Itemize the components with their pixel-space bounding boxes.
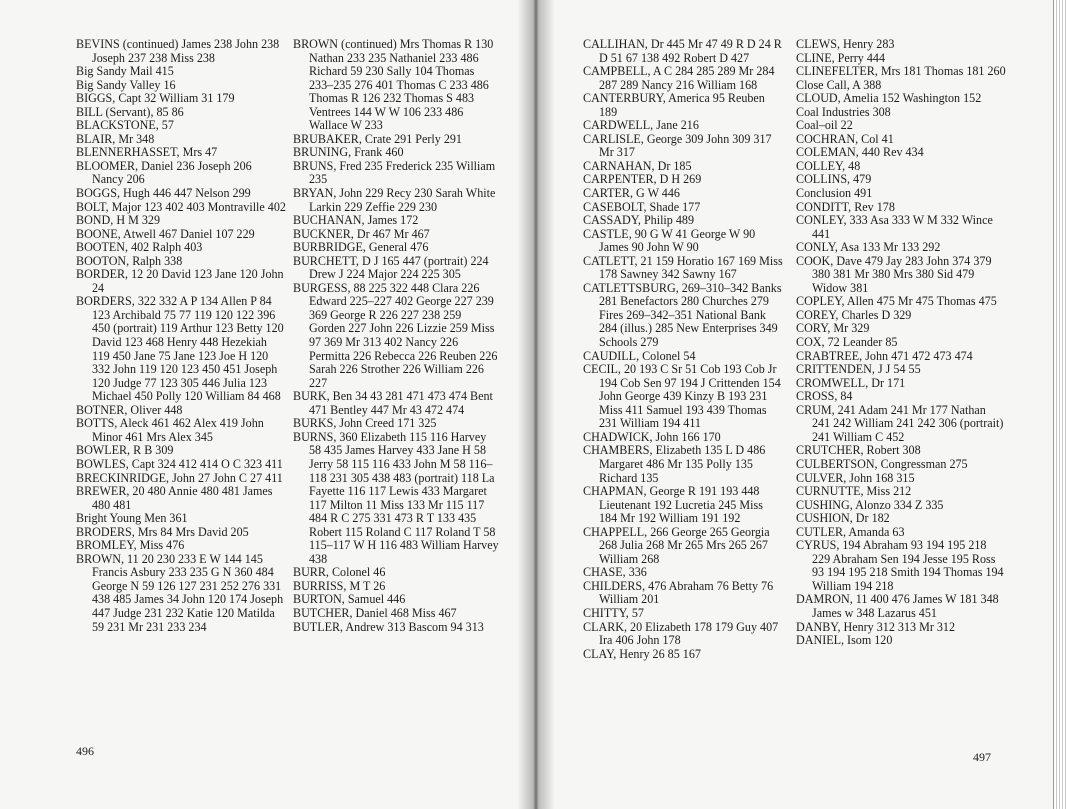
index-entry: BURTON, Samuel 446 — [293, 592, 406, 607]
index-entry: Bright Young Men 361 — [76, 511, 188, 526]
index-entry: CRABTREE, John 471 472 473 474 — [796, 348, 973, 363]
index-entry: CATLETTSBURG, 269–310–342 Banks 281 Benefactors 280 Churches 279 Fires 269–342–351 National Bank 284 (illus.) 285 New Enterprises 349 Schools 279 — [583, 280, 782, 350]
index-entry: CUSHING, Alonzo 334 Z 335 — [796, 497, 944, 512]
index-entry: CLOUD, Amelia 152 Washington 152 — [796, 91, 982, 106]
index-entry: BIGGS, Capt 32 William 31 179 — [76, 91, 235, 106]
index-entry: BURBRIDGE, General 476 — [293, 240, 429, 255]
index-entry: BEVINS (continued) James 238 John 238 Joseph 237 238 Miss 238 — [76, 37, 280, 65]
index-entry: CHAPMAN, George R 191 193 448 Lieutenant 192 Lucretia 245 Miss 184 Mr 192 William 191 192 — [583, 484, 763, 526]
index-entry: CHADWICK, John 166 170 — [583, 429, 721, 444]
index-entry: CARTER, G W 446 — [583, 186, 680, 201]
index-entry: BROMLEY, Miss 476 — [76, 538, 185, 553]
index-column-1 — [76, 38, 286, 634]
index-entry: BURRISS, M T 26 — [293, 578, 386, 593]
index-entry: CULVER, John 168 315 — [796, 470, 915, 485]
index-entry: CARNAHAN, Dr 185 — [583, 158, 692, 173]
index-entry: CYRUS, 194 Abraham 93 194 195 218 229 Abraham Sen 194 Jesse 195 Ross 93 194 195 218 Smith 194 Thomas 194 William 194 218 — [796, 538, 1004, 593]
index-entry: BURCHETT, D J 165 447 (portrait) 224 Drew J 224 Major 224 225 305 — [293, 253, 489, 282]
page-number-right: 497 — [973, 750, 991, 764]
index-entry: BLACKSTONE, 57 — [76, 118, 174, 133]
index-entry: CLAY, Henry 26 85 167 — [583, 646, 701, 661]
index-entry: BORDER, 12 20 David 123 Jane 120 John 24 — [76, 267, 284, 295]
index-entry: BILL (Servant), 85 86 — [76, 104, 184, 119]
left-page — [0, 0, 530, 809]
index-entry: CONLY, Asa 133 Mr 133 292 — [796, 240, 941, 255]
index-entry: CULBERTSON, Congressman 275 — [796, 456, 968, 471]
index-entry: Coal–oil 22 — [796, 118, 853, 133]
index-entry: CHITTY, 57 — [583, 605, 644, 620]
index-entry: Close Call, A 388 — [796, 77, 882, 92]
index-entry: BOOTEN, 402 Ralph 403 — [76, 240, 203, 255]
index-entry: BORDERS, 322 332 A P 134 Allen P 84 123 Archibald 75 77 119 120 122 396 450 (portrait) 119 Arthur 123 Betty 120 David 123 468 Henry 448 Hezekiah 119 450 Jane 75 Jane 123 Joe H 120 332 John 119 120 123 450 451 Joseph 120 Judge 77 123 305 446 Julia 123 Michael 450 Polly 120 William 84 468 — [76, 294, 284, 404]
index-entry: BROWN (continued) Mrs Thomas R 130 Nathan 233 235 Nathaniel 233 486 Richard 59 230 Sally 104 Thomas 233–235 276 401 Thomas C 233 486 Thomas R 126 232 Thomas S 483 Ventrees 144 W W 106 233 486 Wallace W 233 — [293, 37, 494, 133]
index-entry: CASSADY, Philip 489 — [583, 213, 695, 228]
index-column-3 — [583, 38, 783, 661]
index-entry: CROSS, 84 — [796, 389, 853, 404]
index-entry: CECIL, 20 193 C Sr 51 Cob 193 Cob Jr 194 Cob Sen 97 194 J Crittenden 154 John George 439 Kinzy B 193 231 Miss 411 Samuel 193 439 Thomas 231 William 194 411 — [583, 362, 781, 431]
index-entry: CASTLE, 90 G W 41 George W 90 James 90 John W 90 — [583, 226, 756, 255]
index-entry: CAUDILL, Colonel 54 — [583, 348, 696, 363]
index-entry: BRUBAKER, Crate 291 Perly 291 — [293, 131, 462, 146]
index-entry: BUTLER, Andrew 313 Bascom 94 313 — [293, 619, 484, 634]
index-entry: CARLISLE, George 309 John 309 317 Mr 317 — [583, 131, 772, 160]
index-entry: BURKS, John Creed 171 325 — [293, 416, 437, 431]
index-entry: BOGGS, Hugh 446 447 Nelson 299 — [76, 186, 251, 201]
index-entry: BRYAN, John 229 Recy 230 Sarah White Larkin 229 Zeffie 229 230 — [293, 186, 496, 214]
index-entry: CLEWS, Henry 283 — [796, 37, 895, 51]
index-entry: CLARK, 20 Elizabeth 178 179 Guy 407 Ira 406 John 178 — [583, 619, 779, 648]
index-entry: CATLETT, 21 159 Horatio 167 169 Miss 178 Sawney 342 Sawny 167 — [583, 253, 783, 282]
index-entry: CANTERBURY, America 95 Reuben 189 — [583, 91, 765, 119]
index-entry: CHAPPELL, 266 George 265 Georgia 268 Julia 268 Mr 265 Mrs 265 267 William 268 — [583, 524, 770, 566]
index-entry: BROWN, 11 20 230 233 E W 144 145 Francis Asbury 233 235 G N 360 484 George N 59 126 127 231 252 276 331 438 485 James 34 John 120 174 Joseph 447 Judge 231 232 Katie 120 Matilda 59 231 Mr 231 233 234 — [76, 551, 284, 634]
index-entry: CRITTENDEN, J J 54 55 — [796, 362, 921, 377]
index-column-4 — [796, 38, 1006, 648]
index-entry: BUCHANAN, James 172 — [293, 213, 419, 228]
index-entry: CONDITT, Rev 178 — [796, 199, 895, 214]
index-entry: BRUNING, Frank 460 — [293, 145, 404, 160]
index-entry: BREWER, 20 480 Annie 480 481 James 480 481 — [76, 484, 273, 512]
index-entry: CLINE, Perry 444 — [796, 50, 886, 65]
index-entry: CRUTCHER, Robert 308 — [796, 443, 921, 458]
index-entry: COPLEY, Allen 475 Mr 475 Thomas 475 — [796, 294, 997, 309]
index-entry: DANBY, Henry 312 313 Mr 312 — [796, 619, 956, 634]
index-entry: Coal Industries 308 — [796, 104, 891, 119]
index-entry: BRODERS, Mrs 84 Mrs David 205 — [76, 524, 249, 539]
index-entry: COLLINS, 479 — [796, 172, 872, 187]
index-entry: Conclusion 491 — [796, 186, 873, 201]
index-entry: CHAMBERS, Elizabeth 135 L D 486 Margaret 486 Mr 135 Polly 135 Richard 135 — [583, 443, 766, 485]
page-edges — [1053, 0, 1068, 809]
index-entry: BURK, Ben 34 43 281 471 473 474 Bent 471 Bentley 447 Mr 43 472 474 — [293, 389, 493, 417]
index-entry: CARDWELL, Jane 216 — [583, 118, 699, 133]
book-gutter — [518, 0, 554, 809]
index-entry: COLLEY, 48 — [796, 158, 861, 173]
index-entry: COCHRAN, Col 41 — [796, 131, 894, 146]
index-entry: BOWLER, R B 309 — [76, 443, 174, 458]
index-entry: Big Sandy Mail 415 — [76, 64, 174, 79]
index-entry: BOTTS, Aleck 461 462 Alex 419 John Minor 461 Mrs Alex 345 — [76, 416, 264, 444]
index-entry: BOLT, Major 123 402 403 Montraville 402 — [76, 199, 286, 214]
index-column-2 — [293, 38, 499, 634]
index-entry: CLINEFELTER, Mrs 181 Thomas 181 260 — [796, 64, 1006, 79]
index-entry: CHILDERS, 476 Abraham 76 Betty 76 William 201 — [583, 578, 774, 607]
index-entry: CUSHION, Dr 182 — [796, 511, 890, 526]
index-entry: COOK, Dave 479 Jay 283 John 374 379 380 381 Mr 380 Mrs 380 Sid 479 Widow 381 — [796, 253, 992, 295]
index-entry: CHASE, 336 — [583, 565, 647, 580]
index-entry: CASEBOLT, Shade 177 — [583, 199, 701, 214]
index-entry: COLEMAN, 440 Rev 434 — [796, 145, 924, 160]
index-entry: BURR, Colonel 46 — [293, 565, 386, 580]
index-entry: BOND, H M 329 — [76, 213, 160, 228]
index-entry: BOWLES, Capt 324 412 414 O C 323 411 — [76, 456, 283, 471]
index-entry: CURNUTTE, Miss 212 — [796, 484, 912, 499]
index-entry: BOTNER, Oliver 448 — [76, 402, 183, 417]
index-entry: BURNS, 360 Elizabeth 115 116 Harvey 58 435 James Harvey 433 Jane H 58 Jerry 58 115 116 433 John M 58 116–118 231 305 438 483 (portrait) 118 La Fayette 116 117 Lewis 433 Margaret 117 Milton 11 Miss 133 Mr 115 117 484 R C 275 331 473 R T 133 435 Robert 115 Roland C 117 Roland T 58 115–117 W H 116 483 William Harvey 438 — [293, 429, 499, 566]
index-entry: CAMPBELL, A C 284 285 289 Mr 284 287 289 Nancy 216 William 168 — [583, 64, 775, 92]
index-entry: CROMWELL, Dr 171 — [796, 375, 906, 390]
index-entry: Big Sandy Valley 16 — [76, 77, 176, 92]
index-entry: CRUM, 241 Adam 241 Mr 177 Nathan 241 242 William 241 242 306 (portrait) 241 William C 452 — [796, 402, 1004, 444]
index-entry: BRUNS, Fred 235 Frederick 235 William 235 — [293, 158, 496, 187]
index-entry: BOONE, Atwell 467 Daniel 107 229 — [76, 226, 255, 241]
index-entry: CARPENTER, D H 269 — [583, 172, 702, 187]
index-entry: CALLIHAN, Dr 445 Mr 47 49 R D 24 R D 51 67 138 492 Robert D 427 — [583, 37, 782, 65]
index-entry: BLOOMER, Daniel 236 Joseph 206 Nancy 206 — [76, 158, 252, 187]
index-entry: BOOTON, Ralph 338 — [76, 253, 183, 268]
index-entry: BUTCHER, Daniel 468 Miss 467 — [293, 605, 457, 620]
index-entry: DAMRON, 11 400 476 James W 181 348 James w 348 Lazarus 451 — [796, 592, 999, 620]
index-entry: BLENNERHASSET, Mrs 47 — [76, 145, 218, 160]
index-entry: CONLEY, 333 Asa 333 W M 332 Wince 441 — [796, 213, 993, 241]
index-entry: COREY, Charles D 329 — [796, 307, 912, 322]
index-entry: BRECKINRIDGE, John 27 John C 27 411 — [76, 470, 283, 485]
index-entry: DANIEL, Isom 120 — [796, 633, 893, 648]
index-entry: CUTLER, Amanda 63 — [796, 524, 905, 539]
index-entry: BUCKNER, Dr 467 Mr 467 — [293, 226, 430, 241]
index-entry: CORY, Mr 329 — [796, 321, 870, 336]
index-entry: BURGESS, 88 225 322 448 Clara 226 Edward 225–227 402 George 227 239 369 George R 226 227 238 259 Gorden 227 John 226 Lizzie 259 Miss 97 369 Mr 313 402 Nancy 226 Permitta 226 Rebecca 226 Reuben 226 Sarah 226 Strother 226 William 226 227 — [293, 280, 498, 390]
index-entry: BLAIR, Mr 348 — [76, 131, 155, 146]
page-number-left: 496 — [76, 744, 94, 758]
index-entry: COX, 72 Leander 85 — [796, 335, 898, 350]
